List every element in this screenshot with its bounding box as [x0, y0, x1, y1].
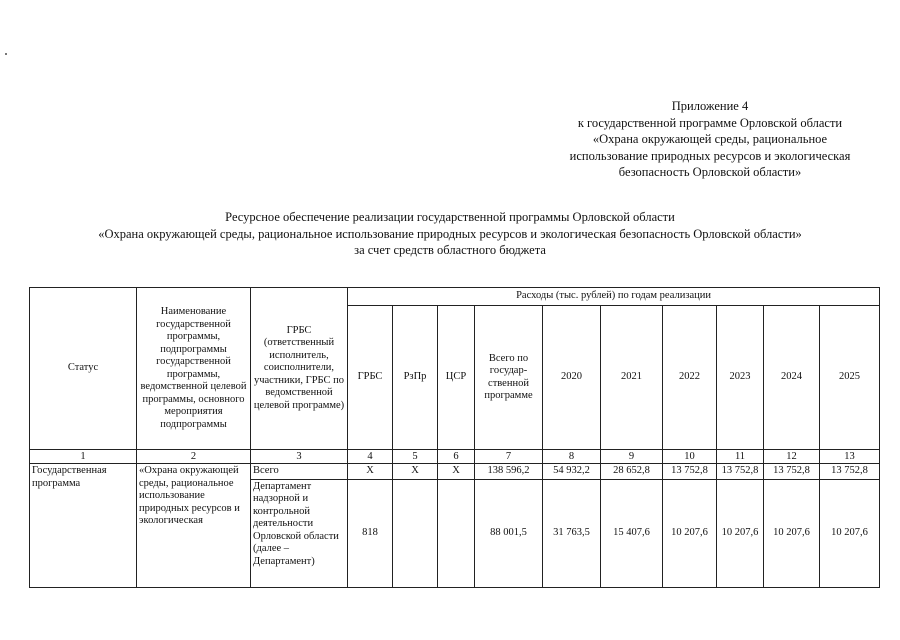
department-2023-cell: 10 207,6 — [717, 479, 764, 587]
appendix-line: использование природных ресурсов и экологическая — [569, 148, 851, 163]
header-year-2021: 2021 — [601, 306, 663, 450]
column-number: 6 — [438, 450, 475, 464]
column-number: 8 — [543, 450, 601, 464]
column-number: 3 — [251, 450, 348, 464]
total-label-cell: Всего — [251, 464, 348, 480]
department-2021-cell: 15 407,6 — [601, 479, 663, 587]
column-number: 9 — [601, 450, 663, 464]
header-year-2022: 2022 — [663, 306, 717, 450]
total-grbs-cell: Х — [348, 464, 393, 480]
column-number: 12 — [764, 450, 820, 464]
header-grbs: ГРБС — [348, 306, 393, 450]
header-total: Всего по государ-ственной программе — [475, 306, 543, 450]
resource-table — [29, 287, 880, 588]
department-grbs-cell: 818 — [348, 479, 393, 587]
program-name-cell: «Охрана окружающей среды, рациональное использование природных ресурсов и экологическая — [137, 464, 251, 588]
header-year-2025: 2025 — [820, 306, 880, 450]
total-2021-cell: 28 652,8 — [601, 464, 663, 480]
header-rzpr: РзПр — [393, 306, 438, 450]
appendix-line: безопасность Орловской области» — [618, 165, 802, 179]
column-number: 7 — [475, 450, 543, 464]
department-csr-cell — [438, 479, 475, 587]
department-2020-cell: 31 763,5 — [543, 479, 601, 587]
department-2022-cell: 10 207,6 — [663, 479, 717, 587]
header-csr: ЦСР — [438, 306, 475, 450]
appendix-line: Приложение 4 — [671, 99, 749, 113]
document-title — [0, 209, 900, 259]
column-number: 13 — [820, 450, 880, 464]
total-sum-cell: 138 596,2 — [475, 464, 543, 480]
title-line: Ресурсное обеспечение реализации государственной программы Орловской области — [225, 210, 675, 224]
column-number: 11 — [717, 450, 764, 464]
column-number-row — [30, 450, 880, 464]
column-number: 5 — [393, 450, 438, 464]
appendix-line: к государственной программе Орловской области — [577, 115, 843, 130]
column-number: 1 — [30, 450, 137, 464]
header-year-2023: 2023 — [717, 306, 764, 450]
department-label-cell: Департамент надзорной и контрольной деятельности Орловской области (далее – Департамент) — [251, 479, 348, 587]
header-expenses: Расходы (тыс. рублей) по годам реализации — [348, 288, 880, 306]
header-grbs-full: ГРБС (ответственный исполнитель, соисполнители, участники, ГРБС по ведомственной целевой программе) — [251, 288, 348, 450]
department-2024-cell: 10 207,6 — [764, 479, 820, 587]
department-sum-cell: 88 001,5 — [475, 479, 543, 587]
total-2024-cell: 13 752,8 — [764, 464, 820, 480]
header-year-2020: 2020 — [543, 306, 601, 450]
appendix-header — [520, 98, 900, 181]
column-number: 4 — [348, 450, 393, 464]
total-rzpr-cell: Х — [393, 464, 438, 480]
title-line: за счет средств областного бюджета — [354, 243, 546, 257]
scan-dot — [5, 53, 7, 55]
column-number: 10 — [663, 450, 717, 464]
total-csr-cell: Х — [438, 464, 475, 480]
table-row-total — [30, 464, 880, 480]
department-2025-cell: 10 207,6 — [820, 479, 880, 587]
title-line: «Охрана окружающей среды, рациональное использование природных ресурсов и экологическая безопасность Орловской области» — [98, 226, 802, 241]
header-name: Наименование государственной программы, подпрограммы государственной программы, ведомственной целевой программы, основного мероприятия подпрограммы — [137, 288, 251, 450]
header-year-2024: 2024 — [764, 306, 820, 450]
program-status-cell: Государственная программа — [30, 464, 137, 588]
total-2025-cell: 13 752,8 — [820, 464, 880, 480]
total-2020-cell: 54 932,2 — [543, 464, 601, 480]
column-number: 2 — [137, 450, 251, 464]
total-2023-cell: 13 752,8 — [717, 464, 764, 480]
appendix-line: «Охрана окружающей среды, рациональное — [592, 132, 828, 146]
department-rzpr-cell — [393, 479, 438, 587]
total-2022-cell: 13 752,8 — [663, 464, 717, 480]
header-status: Статус — [30, 288, 137, 450]
